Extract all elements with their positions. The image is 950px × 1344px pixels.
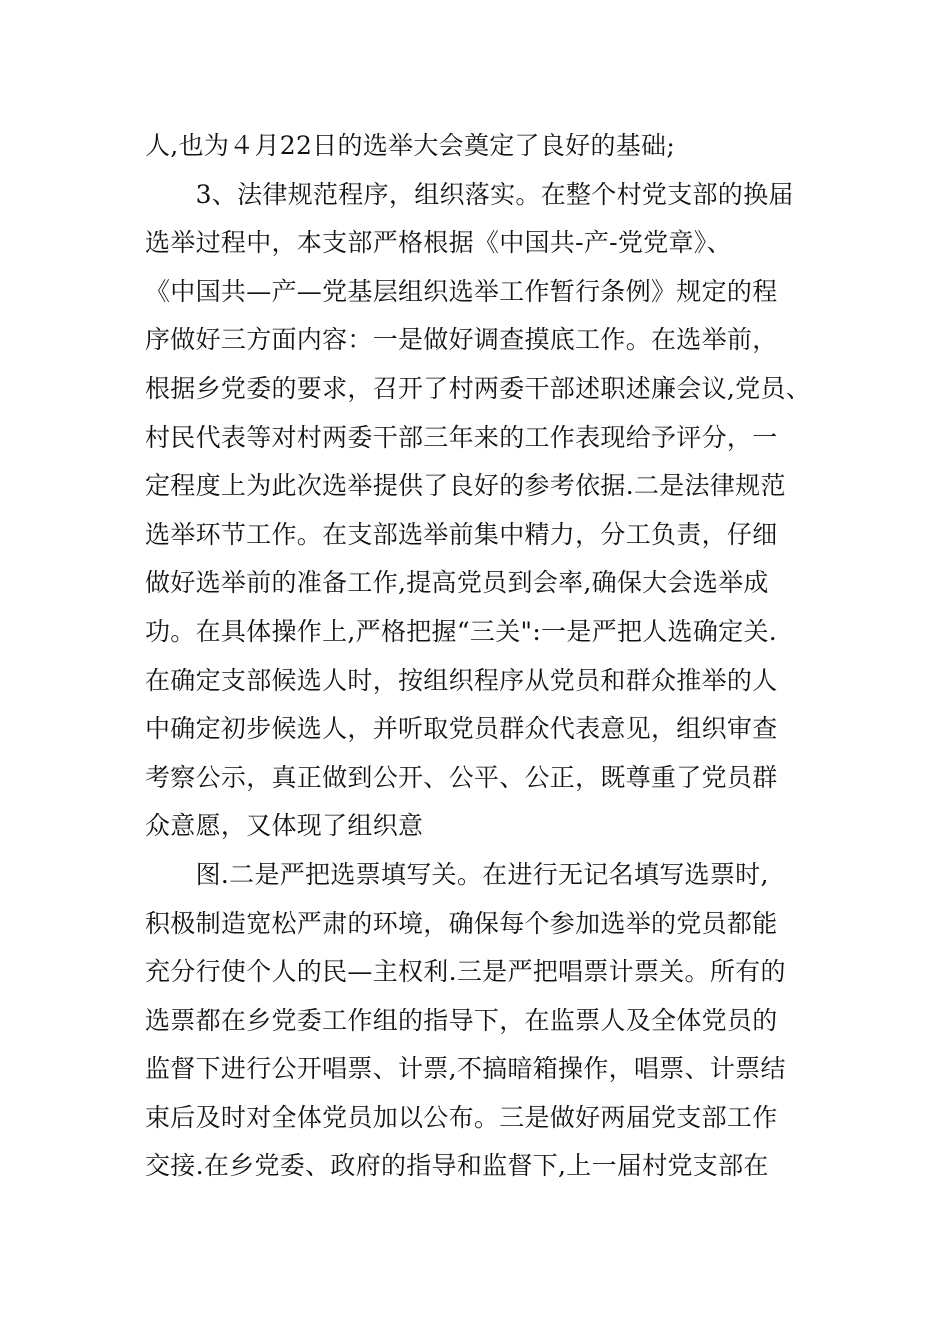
text-line: 村民代表等对村两委干部三年来的工作表现给予评分，一 <box>145 422 778 452</box>
text-line: 图.二是严把选票填写关。在进行无记名填写选票时, <box>145 859 769 889</box>
text-line: 《中国共—产—党基层组织选举工作暂行条例》规定的程 <box>145 276 778 306</box>
text-line: 做好选举前的准备工作,提高党员到会率,确保大会选举成 <box>145 568 769 598</box>
text-line: 众意愿，又体现了组织意 <box>145 811 424 841</box>
text-line: 人,也为４月22日的选举大会奠定了良好的基础; <box>145 131 676 160</box>
text-line: 交接.在乡党委、政府的指导和监督下,上一届村党支部在 <box>145 1151 769 1181</box>
text-line: 选举过程中，本支部严格根据《中国共-产-党党章》、 <box>145 228 732 258</box>
text-line: 根据乡党委的要求，召开了村两委干部述职述廉会议,党员、 <box>145 373 812 403</box>
document-body-text <box>145 122 815 1191</box>
text-line: 监督下进行公开唱票、计票,不搞暗箱操作，唱票、计票结 <box>145 1054 786 1084</box>
text-line: 充分行使个人的民—主权利.三是严把唱票计票关。所有的 <box>145 957 786 987</box>
text-line: 选票都在乡党委工作组的指导下，在监票人及全体党员的 <box>145 1005 778 1035</box>
text-line: 选举环节工作。在支部选举前集中精力，分工负责，仔细 <box>145 519 778 549</box>
text-line: 在确定支部候选人时，按组织程序从党员和群众推举的人 <box>145 665 778 695</box>
text-line: 中确定初步候选人，并听取党员群众代表意见，组织审查 <box>145 714 778 744</box>
text-line: 序做好三方面内容：一是做好调查摸底工作。在选举前， <box>145 325 778 355</box>
text-line: 3、法律规范程序，组织落实。在整个村党支部的换届 <box>145 179 794 209</box>
text-line: 定程度上为此次选举提供了良好的参考依据.二是法律规范 <box>145 471 786 501</box>
text-line: 束后及时对全体党员加以公布。三是做好两届党支部工作 <box>145 1102 778 1132</box>
text-line: 积极制造宽松严肃的环境，确保每个参加选举的党员都能 <box>145 908 778 938</box>
text-line: 功。在具体操作上,严格把握“三关":一是严把人选确定关. <box>145 616 777 646</box>
text-line: 考察公示，真正做到公开、公平、公正，既尊重了党员群 <box>145 762 778 792</box>
